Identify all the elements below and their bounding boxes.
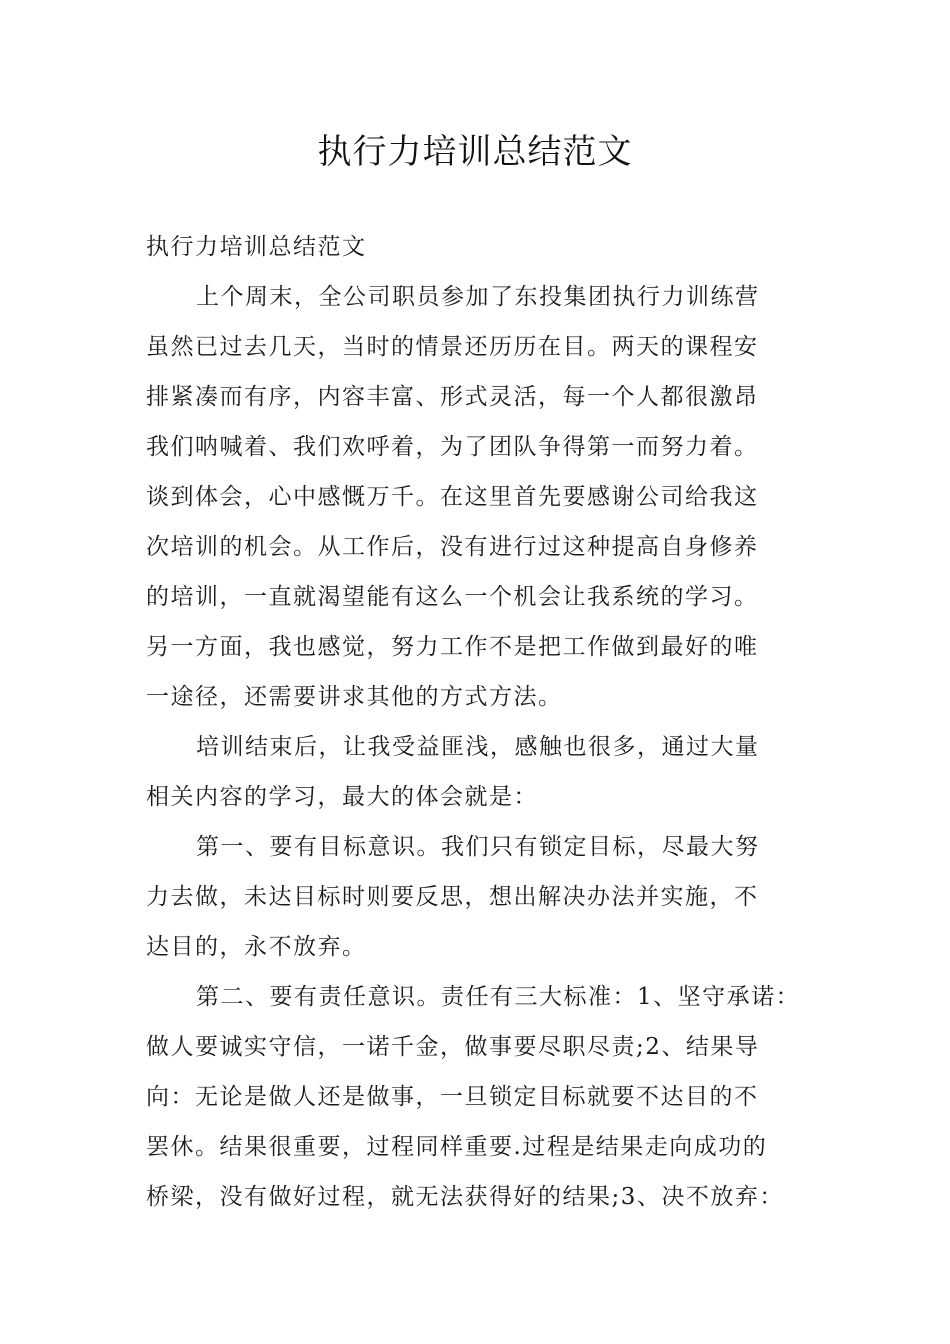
text-line: 排紧凑而有序，内容丰富、形式灵活，每一个人都很激昂 — [146, 384, 759, 410]
text-line: 第二、要有责任意识。责任有三大标准：1、坚守承诺： — [196, 984, 801, 1010]
text-line: 向：无论是做人还是做事，一旦锁定目标就要不达目的不 — [146, 1084, 759, 1110]
text-line: 相关内容的学习，最大的体会就是： — [146, 784, 538, 810]
page-title: 执行力培训总结范文 — [317, 132, 633, 172]
text-line: 做人要诚实守信，一诺千金，做事要尽职尽责;2、结果导 — [146, 1034, 760, 1060]
text-line: 的培训，一直就渴望能有这么一个机会让我系统的学习。 — [146, 584, 759, 610]
text-line: 第一、要有目标意识。我们只有锁定目标，尽最大努 — [196, 834, 760, 860]
body-text — [146, 222, 832, 1222]
text-line: 虽然已过去几天，当时的情景还历历在目。两天的课程安 — [146, 334, 759, 360]
text-line: 上个周末，全公司职员参加了东投集团执行力训练营 — [196, 284, 760, 310]
text-line: 达目的，永不放弃。 — [146, 934, 367, 960]
text-line: 另一方面，我也感觉，努力工作不是把工作做到最好的唯 — [146, 634, 759, 660]
text-line: 执行力培训总结范文 — [146, 234, 367, 260]
text-line: 谈到体会，心中感慨万千。在这里首先要感谢公司给我这 — [146, 484, 759, 510]
text-line: 罢休。结果很重要，过程同样重要.过程是结果走向成功的 — [146, 1134, 768, 1160]
text-line: 我们呐喊着、我们欢呼着，为了团队争得第一而努力着。 — [146, 434, 759, 460]
text-line: 一途径，还需要讲求其他的方式方法。 — [146, 684, 563, 710]
text-line: 次培训的机会。从工作后，没有进行过这种提高自身修养 — [146, 534, 759, 560]
text-line: 力去做，未达目标时则要反思，想出解决办法并实施，不 — [146, 884, 759, 910]
text-line: 桥梁，没有做好过程，就无法获得好的结果;3、决不放弃： — [146, 1184, 784, 1210]
text-line: 培训结束后，让我受益匪浅，感触也很多，通过大量 — [196, 734, 760, 760]
